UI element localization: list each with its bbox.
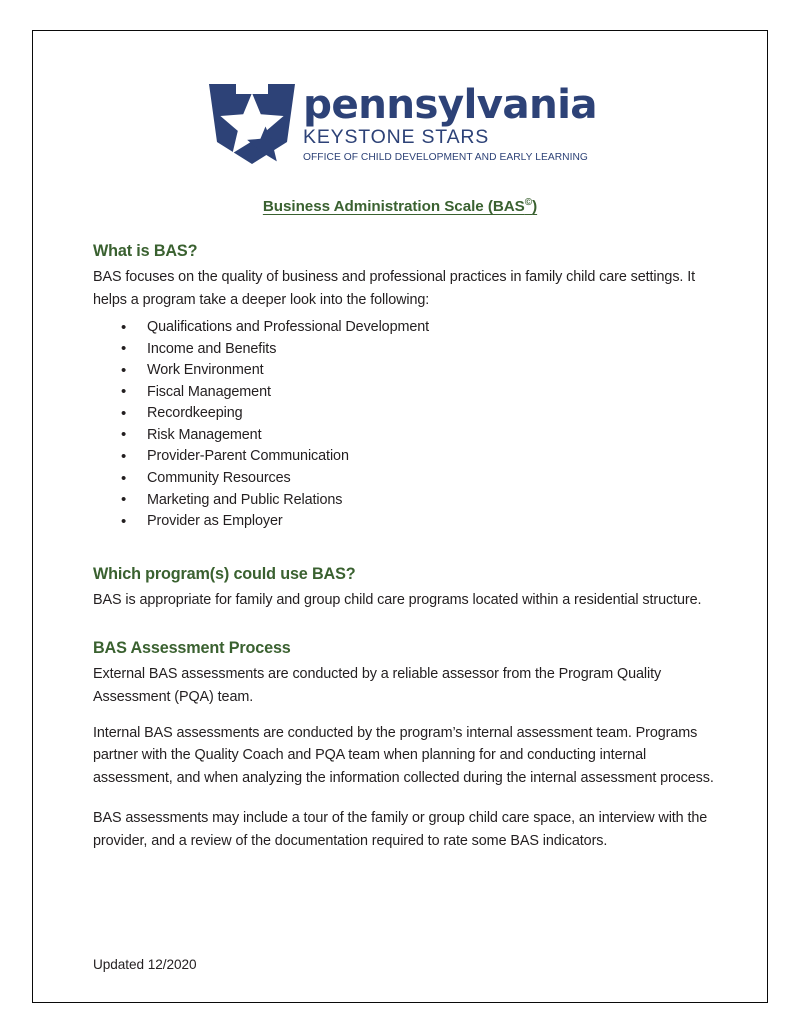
- section-heading: What is BAS?: [93, 242, 198, 260]
- section-paragraph: Internal BAS assessments are conducted by the program’s internal assessment team. Programs partner with the Quality Coach and PQA team when planning for and conducting internal assessment, and when analyzing the information collected during the internal assessment process.: [93, 724, 714, 786]
- list-item: • Provider-Parent Communication: [93, 446, 715, 468]
- section-heading: Which program(s) could use BAS?: [93, 564, 356, 583]
- section-paragraph: BAS assessments may include a tour of the family or group child care space, an interview with the provider, and a review of the documentation required to rate some BAS indicators.: [93, 810, 708, 849]
- keystone-star-icon: [203, 80, 301, 168]
- section-paragraph: BAS is appropriate for family and group child care programs located within a residential structure.: [93, 591, 702, 608]
- section-heading: BAS Assessment Process: [93, 639, 291, 658]
- list-item: • Qualifications and Professional Development: [93, 317, 715, 339]
- bas-topics-list: [93, 317, 715, 532]
- footer-updated-date: Updated 12/2020: [93, 957, 197, 972]
- document-body: [33, 241, 767, 853]
- logo-wordmark: pennsylvania: [303, 80, 597, 128]
- page-title: [33, 198, 767, 215]
- pennsylvania-keystone-stars-logo: [33, 31, 767, 168]
- list-item: • Marketing and Public Relations: [93, 490, 715, 512]
- list-item: • Provider as Employer: [93, 511, 715, 533]
- list-item: • Fiscal Management: [93, 382, 715, 404]
- paragraph-spacer: [93, 789, 715, 807]
- section-paragraph: External BAS assessments are conducted by a reliable assessor from the Program Quality Assessment (PQA) team.: [93, 666, 662, 705]
- section-assessment-process: [93, 638, 715, 852]
- section-spacer: [93, 533, 715, 564]
- list-item: • Recordkeeping: [93, 403, 715, 425]
- section-which-programs: [93, 564, 715, 612]
- section-what-is-bas: [93, 241, 715, 533]
- logo-office-line: OFFICE OF CHILD DEVELOPMENT AND EARLY LEARNING: [303, 152, 588, 164]
- page-title-text: Business Administration Scale (BAS: [262, 198, 525, 215]
- list-item: • Risk Management: [93, 425, 715, 447]
- document-page: [32, 30, 768, 1003]
- page-title-close-paren: ): [532, 198, 538, 215]
- list-item: • Community Resources: [93, 468, 715, 490]
- logo-program-name: KEYSTONE STARS: [303, 126, 490, 149]
- copyright-superscript: ©: [524, 196, 533, 208]
- list-item: • Income and Benefits: [93, 339, 715, 361]
- section-spacer: [93, 611, 715, 638]
- list-item: • Work Environment: [93, 360, 715, 382]
- section-paragraph: BAS focuses on the quality of business and professional practices in family child care settings. It helps a program take a deeper look into the following:: [93, 269, 696, 308]
